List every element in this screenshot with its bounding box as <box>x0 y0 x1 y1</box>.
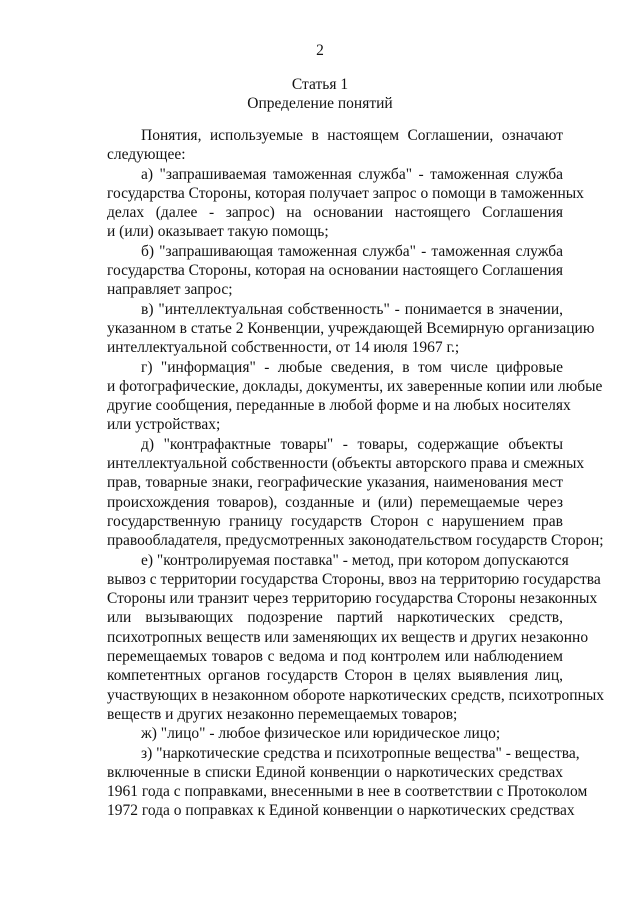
text-line: участвующих в незаконном обороте наркотических средств, психотропных <box>107 686 605 704</box>
text-line: интеллектуальной собственности, от 14 июля 1967 г.; <box>107 339 460 357</box>
article-subtitle: Определение понятий <box>247 95 393 112</box>
text-line: делах (далее - запрос) на основании настоящего Соглашения <box>107 204 563 222</box>
paragraph <box>107 551 605 725</box>
text-line: государства Стороны, которая получает запрос о помощи в таможенных <box>107 184 584 202</box>
paragraph <box>107 242 563 300</box>
text-line: и (или) оказывает такую помощь; <box>107 223 329 241</box>
text-line: а) "запрашиваемая таможенная служба" - таможенная служба <box>141 165 563 183</box>
article-body <box>107 126 605 821</box>
text-line: Понятия, используемые в настоящем Соглашении, означают <box>141 127 563 144</box>
text-line: правообладателя, предусмотренных законодательством государств Сторон; <box>107 532 604 550</box>
text-line: з) "наркотические средства и психотропные вещества" - вещества, <box>141 744 580 762</box>
text-line: б) "запрашивающая таможенная служба" - таможенная служба <box>141 242 563 260</box>
text-line: в) "интеллектуальная собственность" - понимается в значении, <box>141 300 563 318</box>
text-line: ж) "лицо" - любое физическое или юридическое лицо; <box>141 725 501 743</box>
text-line: следующее: <box>107 146 186 164</box>
paragraph <box>107 165 584 242</box>
text-line: другие сообщения, переданные в любой форме и на любых носителях <box>107 397 571 415</box>
text-line: указанном в статье 2 Конвенции, учреждающей Всемирную организацию <box>107 319 595 337</box>
text-line: компетентных органов государств Сторон в целях выявления лиц, <box>107 667 563 685</box>
text-line: государства Стороны, которая на основании настоящего Соглашения <box>107 262 563 280</box>
paragraph <box>107 126 563 165</box>
text-line: перемещаемых товаров с ведома и под контролем или наблюдением <box>107 648 563 666</box>
paragraph <box>107 300 595 358</box>
text-line: 1972 года о поправках к Единой конвенции о наркотических средствах <box>107 802 575 820</box>
text-line: или вызывающих подозрение партий наркотических средств, <box>107 609 563 627</box>
text-line: и фотографические, доклады, документы, их заверенные копии или любые <box>107 377 603 395</box>
text-line: интеллектуальной собственности (объекты авторского права и смежных <box>107 455 585 473</box>
text-line: Стороны или транзит через территорию государства Стороны незаконных <box>107 590 598 608</box>
text-line: е) "контролируемая поставка" - метод, при котором допускаются <box>141 551 569 569</box>
text-line: происхождения товаров), созданные и (или) перемещаемые через <box>107 493 563 511</box>
article-title: Статья 1 <box>291 76 349 93</box>
paragraph <box>107 435 604 551</box>
text-line: направляет запрос; <box>107 281 233 299</box>
text-line: прав, товарные знаки, географические указания, наименования мест <box>107 474 563 492</box>
text-line: государственную границу государств Сторон с нарушением прав <box>107 512 563 530</box>
text-line: включенные в списки Единой конвенции о наркотических средствах <box>107 763 563 781</box>
text-line: д) "контрафактные товары" - товары, содержащие объекты <box>141 435 563 453</box>
paragraph <box>107 358 603 435</box>
page-number: 2 <box>316 42 324 59</box>
paragraph <box>107 724 563 743</box>
text-line: веществ и других незаконно перемещаемых товаров; <box>107 705 458 723</box>
paragraph <box>107 744 588 821</box>
text-line: психотропных веществ или заменяющих их веществ и других незаконно <box>107 628 589 646</box>
text-line: 1961 года с поправками, внесенными в нее в соответствии с Протоколом <box>107 783 588 801</box>
text-line: вывоз с территории государства Стороны, ввоз на территорию государства <box>107 570 601 588</box>
text-line: или устройствах; <box>107 416 221 434</box>
text-line: г) "информация" - любые сведения, в том числе цифровые <box>141 358 563 376</box>
